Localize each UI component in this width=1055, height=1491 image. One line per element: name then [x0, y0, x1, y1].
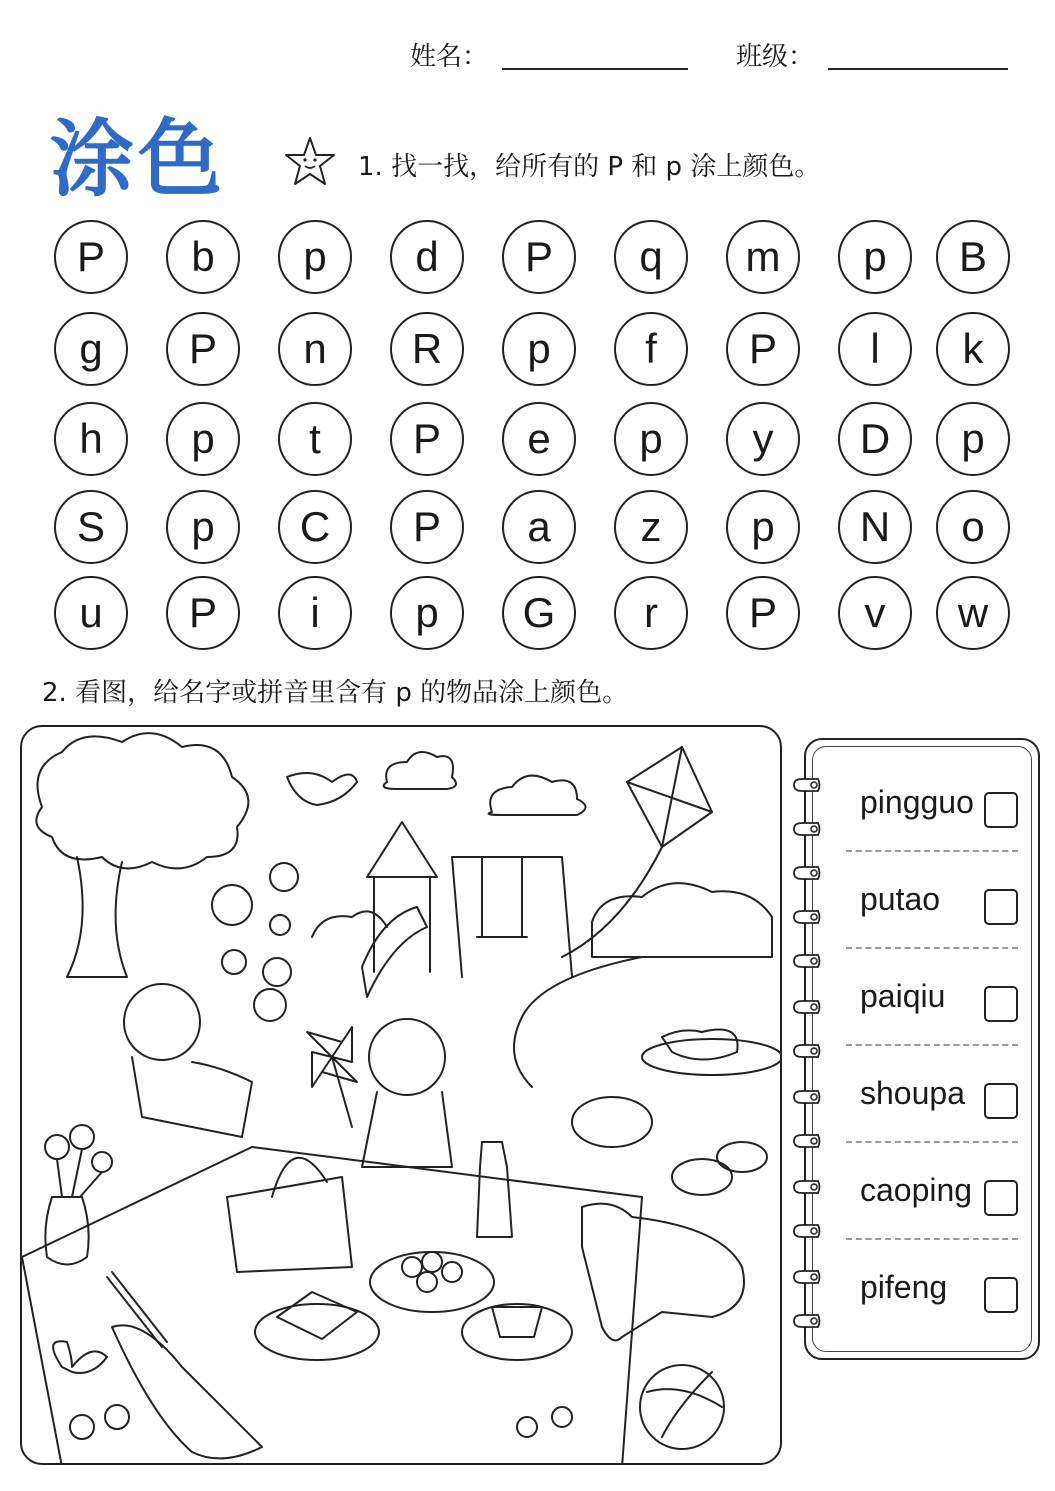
checkbox[interactable] [984, 889, 1018, 925]
binder-ring-icon [792, 910, 822, 924]
binder-ring-icon [792, 1314, 822, 1328]
letter-circle[interactable]: P [726, 576, 800, 650]
checklist-item [860, 1239, 1030, 1335]
letter-circle[interactable]: k [936, 312, 1010, 386]
checkbox[interactable] [984, 986, 1018, 1022]
checklist-item [860, 1142, 1030, 1238]
binder-ring-icon [792, 1090, 822, 1104]
letter-circle[interactable]: u [54, 576, 128, 650]
letter-circle[interactable]: p [838, 220, 912, 294]
checklist-item [860, 1045, 1030, 1141]
checkbox[interactable] [984, 792, 1018, 828]
star-icon [282, 134, 338, 190]
letter-circle[interactable]: P [390, 402, 464, 476]
letter-circle[interactable]: o [936, 490, 1010, 564]
checklist-item [860, 754, 1030, 850]
letter-circle[interactable]: p [726, 490, 800, 564]
letter-circle[interactable]: p [278, 220, 352, 294]
checklist-item [860, 851, 1030, 947]
letter-circle[interactable]: P [166, 576, 240, 650]
letter-circle[interactable]: w [936, 576, 1010, 650]
letter-circle[interactable]: P [502, 220, 576, 294]
letter-circle[interactable]: r [614, 576, 688, 650]
class-field[interactable] [828, 68, 1008, 70]
letter-circle[interactable]: P [390, 490, 464, 564]
letter-circle[interactable]: p [390, 576, 464, 650]
letter-circle[interactable]: d [390, 220, 464, 294]
letter-circle[interactable]: h [54, 402, 128, 476]
letter-circle[interactable]: C [278, 490, 352, 564]
binder-ring-icon [792, 866, 822, 880]
tree-trunk [67, 857, 127, 977]
letter-circle[interactable]: z [614, 490, 688, 564]
question-2: 2. 看图，给名字或拼音里含有 p 的物品涂上颜色。 [42, 678, 629, 708]
letter-circle[interactable]: N [838, 490, 912, 564]
checkbox[interactable] [984, 1180, 1018, 1216]
checklist-item [860, 948, 1030, 1044]
letter-circle[interactable]: b [166, 220, 240, 294]
letter-circle[interactable]: i [278, 576, 352, 650]
letter-circle[interactable]: P [54, 220, 128, 294]
letter-circle[interactable]: q [614, 220, 688, 294]
letter-circle[interactable]: m [726, 220, 800, 294]
pinyin-word: putao [860, 881, 941, 917]
binder-ring-icon [792, 1270, 822, 1284]
pinyin-word: shoupa [860, 1075, 965, 1111]
pinyin-word: paiqiu [860, 978, 946, 1014]
letter-circle[interactable]: p [936, 402, 1010, 476]
picnic-illustration [22, 727, 782, 1465]
binder-ring-icon [792, 1044, 822, 1058]
letter-circle[interactable]: p [166, 490, 240, 564]
class-label: 班级： [736, 42, 815, 72]
letter-circle[interactable]: p [166, 402, 240, 476]
binder-ring-icon [792, 1224, 822, 1238]
binder-ring-icon [792, 1134, 822, 1148]
picnic-scene-illustration [20, 725, 782, 1465]
letter-circle[interactable]: l [838, 312, 912, 386]
pinyin-word: pifeng [860, 1269, 948, 1305]
binder-ring-icon [792, 778, 822, 792]
page-title: 涂色 [50, 109, 227, 208]
letter-circle[interactable]: f [614, 312, 688, 386]
checklist-notebook [804, 738, 1040, 1360]
checkbox[interactable] [984, 1277, 1018, 1313]
name-field[interactable] [502, 68, 688, 70]
name-label: 姓名： [410, 42, 489, 72]
letter-circle[interactable]: t [278, 402, 352, 476]
student-info-header [410, 36, 1020, 76]
tree-crown [36, 733, 248, 868]
letter-circle[interactable]: S [54, 490, 128, 564]
letter-circle[interactable]: e [502, 402, 576, 476]
checkbox[interactable] [984, 1083, 1018, 1119]
letter-circle[interactable]: a [502, 490, 576, 564]
letter-circle[interactable]: y [726, 402, 800, 476]
letter-circle[interactable]: P [166, 312, 240, 386]
binder-ring-icon [792, 1180, 822, 1194]
letter-circle[interactable]: p [614, 402, 688, 476]
letter-circle[interactable]: v [838, 576, 912, 650]
binder-ring-icon [792, 822, 822, 836]
pinyin-word: caoping [860, 1172, 973, 1208]
letter-circle[interactable]: D [838, 402, 912, 476]
pinyin-word: pingguo [860, 784, 974, 820]
binder-ring-icon [792, 1000, 822, 1014]
letter-circle[interactable]: P [726, 312, 800, 386]
letter-circle[interactable]: R [390, 312, 464, 386]
binder-ring-icon [792, 954, 822, 968]
letter-circle[interactable]: g [54, 312, 128, 386]
letter-circle[interactable]: p [502, 312, 576, 386]
question-1: 1. 找一找，给所有的 P 和 p 涂上颜色。 [358, 152, 821, 182]
letter-circle[interactable]: G [502, 576, 576, 650]
letter-circle[interactable]: B [936, 220, 1010, 294]
letter-circle[interactable]: n [278, 312, 352, 386]
